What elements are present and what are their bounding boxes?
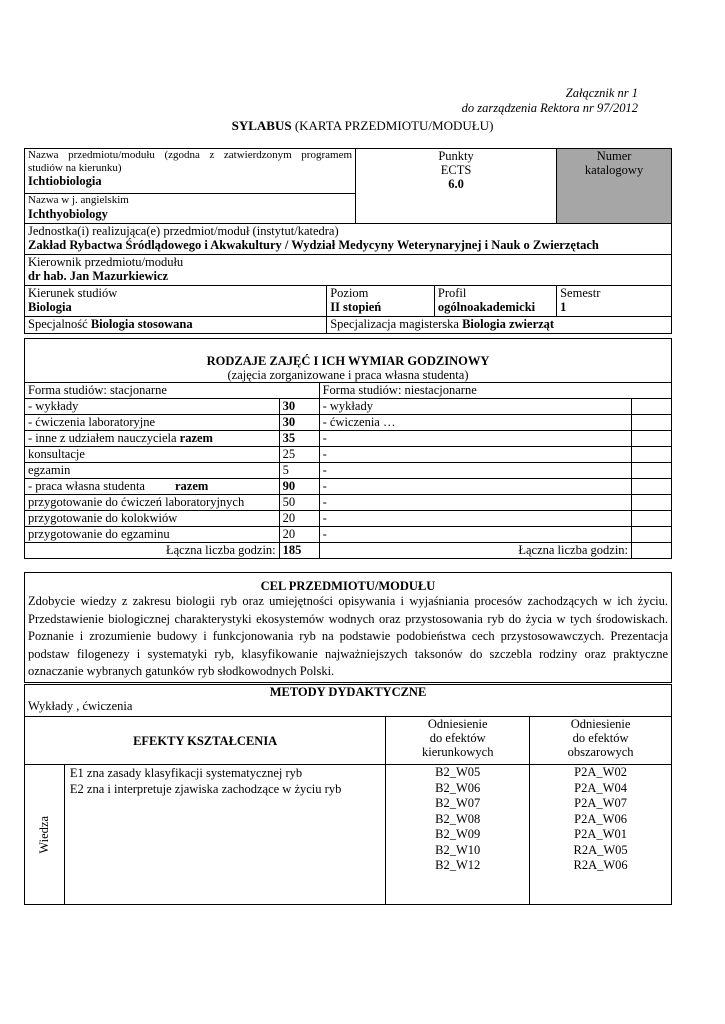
hours-row xyxy=(25,399,672,415)
hours-row xyxy=(25,415,672,431)
outcome-items-cell xyxy=(64,765,385,905)
hours-table xyxy=(24,338,672,559)
hours-row-right-label: - xyxy=(319,447,631,463)
hours-row-value: 50 xyxy=(279,495,319,511)
hours-row-right-value xyxy=(632,527,672,543)
hours-row-label: - inne z udziałem nauczyciela xyxy=(28,431,180,445)
hours-row-label: - wykłady xyxy=(28,399,79,413)
hours-row-total-word: razem xyxy=(179,431,213,445)
master-spec-cell xyxy=(327,317,672,334)
methods-table xyxy=(24,684,672,717)
hours-row-label-cell xyxy=(25,511,280,527)
hours-row-label: - ćwiczenia laboratoryjne xyxy=(28,415,156,429)
hours-row xyxy=(25,463,672,479)
hours-row xyxy=(25,431,672,447)
kier-code: B2_W08 xyxy=(435,811,481,826)
semester-label: Semestr xyxy=(560,286,601,300)
course-head-cell xyxy=(25,255,672,286)
total-value-right xyxy=(632,543,672,559)
methods-cell xyxy=(25,685,672,717)
page-title xyxy=(0,118,725,134)
parttime-header: Forma studiów: niestacjonarne xyxy=(319,383,671,399)
hours-row-total-word: razem xyxy=(174,479,209,493)
obsz-header-1: Odniesienie xyxy=(570,717,631,731)
hours-row-value: 25 xyxy=(279,447,319,463)
specialty-value: Biologia stosowana xyxy=(90,317,193,331)
course-info-table xyxy=(24,148,672,334)
hours-row-label-cell xyxy=(25,495,280,511)
obsz-header-3: obszarowych xyxy=(567,745,634,759)
obsz-code: P2A_W04 xyxy=(574,780,627,795)
category-cell xyxy=(25,765,65,905)
hours-header-cell xyxy=(25,339,672,383)
goal-cell xyxy=(25,573,672,683)
kier-code: B2_W12 xyxy=(435,858,481,872)
field-label: Kierunek studiów xyxy=(28,286,118,300)
field-cell xyxy=(25,286,327,317)
level-label: Poziom xyxy=(330,286,369,300)
hours-row-label: konsultacje xyxy=(28,447,85,461)
hours-title: RODZAJE ZAJĘĆ I ICH WYMIAR GODZINOWY xyxy=(206,354,490,368)
kier-header-3: kierunkowych xyxy=(421,745,494,759)
level-value: II stopień xyxy=(330,300,382,314)
hours-row-right-label: - xyxy=(319,527,631,543)
hours-row-right-value xyxy=(632,495,672,511)
hours-row-label-cell xyxy=(25,431,280,447)
hours-row xyxy=(25,495,672,511)
hours-row-label: przygotowanie do ćwiczeń laboratoryjnych xyxy=(28,495,245,509)
goal-table xyxy=(24,572,672,683)
hours-row-label-cell xyxy=(25,447,280,463)
methods-title: METODY DYDAKTYCZNE xyxy=(269,685,427,699)
hours-row-label: - praca własna studenta xyxy=(28,479,145,493)
english-name-value: Ichthyobiology xyxy=(28,207,108,221)
hours-row-label-cell xyxy=(25,479,280,495)
hours-row-right-label: - ćwiczenia … xyxy=(319,415,631,431)
english-name-label: Nazwa w j. angielskim xyxy=(28,194,129,206)
obsz-code: R2A_W05 xyxy=(573,842,628,857)
catalog-number-cell xyxy=(557,149,672,224)
obsz-header-2: do efektów xyxy=(572,731,629,745)
obsz-list-cell xyxy=(530,765,672,905)
ects-cell xyxy=(356,149,557,224)
hours-row xyxy=(25,527,672,543)
profile-value: ogólnoakademicki xyxy=(437,300,536,314)
goal-title: CEL PRZEDMIOTU/MODUŁU xyxy=(260,579,436,593)
hours-row-value: 30 xyxy=(279,399,319,415)
course-name-label: Nazwa przedmiotu/modułu (zgodna z zatwierdzonym programem studiów na kierunku) xyxy=(28,149,353,174)
methods-text: Wykłady , ćwiczenia xyxy=(28,699,133,713)
obsz-code: P2A_W06 xyxy=(574,811,627,826)
unit-value: Zakład Rybactwa Śródlądowego i Akwakultury / Wydział Medycyny Weterynaryjnej i Nauk o Zwierzętach xyxy=(28,238,599,252)
course-name-cell xyxy=(25,149,356,194)
kier-list-cell xyxy=(386,765,530,905)
hours-row-label-cell xyxy=(25,399,280,415)
hours-row-label-cell xyxy=(25,415,280,431)
hours-row xyxy=(25,479,672,495)
hours-row-right-label: - xyxy=(319,463,631,479)
hours-row-right-label: - xyxy=(319,511,631,527)
hours-row-value: 20 xyxy=(279,511,319,527)
unit-cell xyxy=(25,224,672,255)
course-name-value: Ichtiobiologia xyxy=(28,174,102,188)
ects-label-1: Punkty xyxy=(438,149,474,163)
catalog-label-2: katalogowy xyxy=(584,163,644,177)
hours-row-right-label: - xyxy=(319,431,631,447)
hours-row-label: przygotowanie do egzaminu xyxy=(28,527,170,541)
hours-row-right-value xyxy=(632,463,672,479)
hours-row-right-value xyxy=(632,447,672,463)
kier-code: B2_W10 xyxy=(435,842,481,857)
master-spec-label: Specjalizacja magisterska xyxy=(330,317,463,331)
outcome-item: E2 zna i interpretuje zjawiska zachodzące w życiu ryb xyxy=(69,782,342,796)
hours-row-label-cell xyxy=(25,527,280,543)
kier-code: B2_W07 xyxy=(435,796,481,810)
goal-text: Zdobycie wiedzy z zakresu biologii ryb oraz umiejętności opisywania i wyjaśniania procesów zachodzących w ich życiu. Przedstawienie biologicznej charakterystyki ekosystemów wodnych oraz przystosowania ryb do życia w tych środowiskach. Poznanie i zrozumienie budowy i funkcjonowania ryb na podstawie podobieństwa cech przystosowawczych. Prezentacja podstaw filogenezy i systematyki ryb, klasyfikowanie najważniejszych taksonów do szczebla rodziny oraz praktyczne oznaczanie wybranych gatunków ryb słodkowodnych Polski. xyxy=(28,594,668,678)
hours-row-right-label: - wykłady xyxy=(319,399,631,415)
level-cell xyxy=(327,286,435,317)
kier-header-1: Odniesienie xyxy=(427,717,488,731)
hours-row-right-value xyxy=(632,511,672,527)
hours-row-right-value xyxy=(632,431,672,447)
hours-row-value: 20 xyxy=(279,527,319,543)
obsz-code: P2A_W02 xyxy=(574,765,627,779)
master-spec-value: Biologia zwierząt xyxy=(462,317,555,331)
course-head-label: Kierownik przedmiotu/modułu xyxy=(28,255,184,269)
unit-label: Jednostka(i) realizująca(e) przedmiot/moduł (instytut/katedra) xyxy=(28,224,339,238)
ects-label-2: ECTS xyxy=(440,163,472,177)
hours-row-right-value xyxy=(632,415,672,431)
semester-cell xyxy=(557,286,672,317)
course-head-value: dr hab. Jan Mazurkiewicz xyxy=(28,269,169,283)
kier-header-2: do efektów xyxy=(429,731,486,745)
hours-row-right-value xyxy=(632,479,672,495)
field-value: Biologia xyxy=(28,300,72,314)
obsz-code: P2A_W07 xyxy=(574,796,627,810)
outcome-item: E1 zna zasady klasyfikacji systematycznej ryb xyxy=(69,766,303,780)
hours-row-label-cell xyxy=(25,463,280,479)
profile-label: Profil xyxy=(437,286,467,300)
obsz-code: R2A_W06 xyxy=(573,858,628,872)
total-label: Łączna liczba godzin: xyxy=(25,543,280,559)
total-label-right: Łączna liczba godzin: xyxy=(319,543,631,559)
semester-value: 1 xyxy=(560,300,567,314)
hours-row-right-label: - xyxy=(319,495,631,511)
outcomes-obsz-header xyxy=(530,717,672,765)
hours-row-label: egzamin xyxy=(28,463,71,477)
outcomes-title: EFEKTY KSZTAŁCENIA xyxy=(25,717,386,765)
hours-row-right-label: - xyxy=(319,479,631,495)
kier-code: B2_W09 xyxy=(435,827,481,841)
title-rest: (KARTA PRZEDMIOTU/MODUŁU) xyxy=(291,118,494,133)
outcomes-table xyxy=(24,716,672,905)
hours-row-value: 30 xyxy=(279,415,319,431)
hours-row-right-value xyxy=(632,399,672,415)
outcomes-kier-header xyxy=(386,717,530,765)
hours-row-label: przygotowanie do kolokwiów xyxy=(28,511,178,525)
annex-label: Załącznik nr 1 xyxy=(565,86,638,100)
total-value: 185 xyxy=(279,543,319,559)
fulltime-header: Forma studiów: stacjonarne xyxy=(25,383,320,399)
annex-reference: do zarządzenia Rektora nr 97/2012 xyxy=(461,101,638,115)
obsz-code: P2A_W01 xyxy=(574,827,627,841)
english-name-cell xyxy=(25,194,356,224)
kier-code: B2_W05 xyxy=(435,765,481,779)
hours-row-value: 90 xyxy=(279,479,319,495)
hours-row xyxy=(25,511,672,527)
category-label: Wiedza xyxy=(37,815,52,854)
profile-cell xyxy=(434,286,556,317)
specialty-label: Specjalność xyxy=(28,317,91,331)
kier-code: B2_W06 xyxy=(435,780,481,795)
hours-row-value: 5 xyxy=(279,463,319,479)
title-bold: SYLABUS xyxy=(231,118,292,133)
hours-subtitle: (zajęcia zorganizowane i praca własna studenta) xyxy=(227,368,469,382)
hours-row-value: 35 xyxy=(279,431,319,447)
ects-value: 6.0 xyxy=(448,177,464,191)
hours-row xyxy=(25,447,672,463)
catalog-label-1: Numer xyxy=(596,149,632,163)
specialty-cell xyxy=(25,317,327,334)
